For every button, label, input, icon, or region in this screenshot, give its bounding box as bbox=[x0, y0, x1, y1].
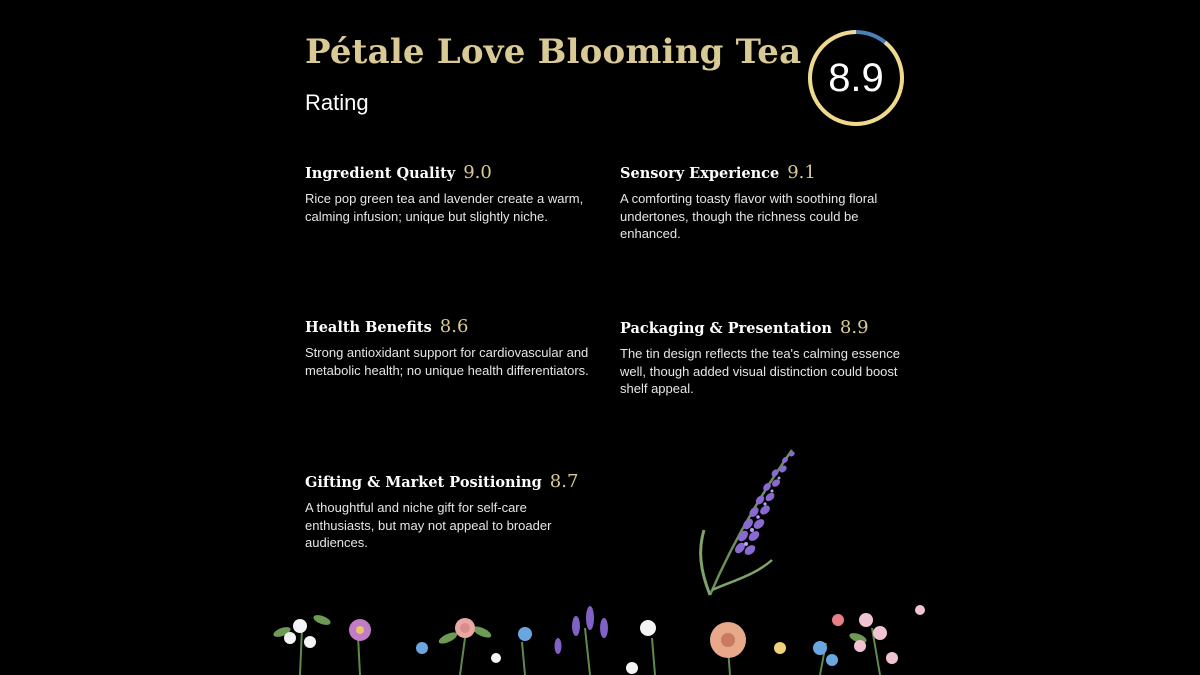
page-subtitle: Rating bbox=[305, 90, 369, 115]
criterion-score: 8.7 bbox=[549, 471, 579, 492]
criterion-name: Gifting & Market Positioning bbox=[305, 474, 542, 491]
lavender-sprig-icon bbox=[680, 440, 820, 600]
overall-score-value: 8.9 bbox=[828, 56, 884, 100]
criterion-description: A comforting toasty flavor with soothing floral undertones, though the richness could be enhanced. bbox=[620, 191, 878, 241]
criterion-description: Rice pop green tea and lavender create a warm, calming infusion; unique but slightly niche. bbox=[305, 191, 584, 224]
criterion-ingredient-quality bbox=[305, 162, 590, 225]
criterion-description: A thoughtful and niche gift for self-care enthusiasts, but may not appeal to broader audiences. bbox=[305, 500, 552, 550]
criterion-name: Packaging & Presentation bbox=[620, 320, 832, 337]
criterion-description: Strong antioxidant support for cardiovascular and metabolic health; no unique health differentiators. bbox=[305, 345, 589, 378]
criterion-sensory-experience bbox=[620, 162, 905, 243]
criterion-gifting-market-positioning bbox=[305, 471, 590, 552]
criterion-name: Health Benefits bbox=[305, 319, 432, 336]
criterion-health-benefits bbox=[305, 316, 590, 379]
criterion-packaging-presentation bbox=[620, 317, 905, 398]
criterion-score: 9.1 bbox=[787, 162, 816, 183]
criterion-name: Ingredient Quality bbox=[305, 165, 456, 182]
criterion-score: 9.0 bbox=[463, 162, 492, 183]
criterion-name: Sensory Experience bbox=[620, 165, 780, 182]
floral-border-icon bbox=[260, 598, 940, 675]
criterion-description: The tin design reflects the tea's calming essence well, though added visual distinction could boost shelf appeal. bbox=[620, 346, 900, 396]
criterion-score: 8.9 bbox=[839, 317, 869, 338]
criterion-score: 8.6 bbox=[439, 316, 469, 337]
page-title: Pétale Love Blooming Tea bbox=[305, 32, 802, 72]
